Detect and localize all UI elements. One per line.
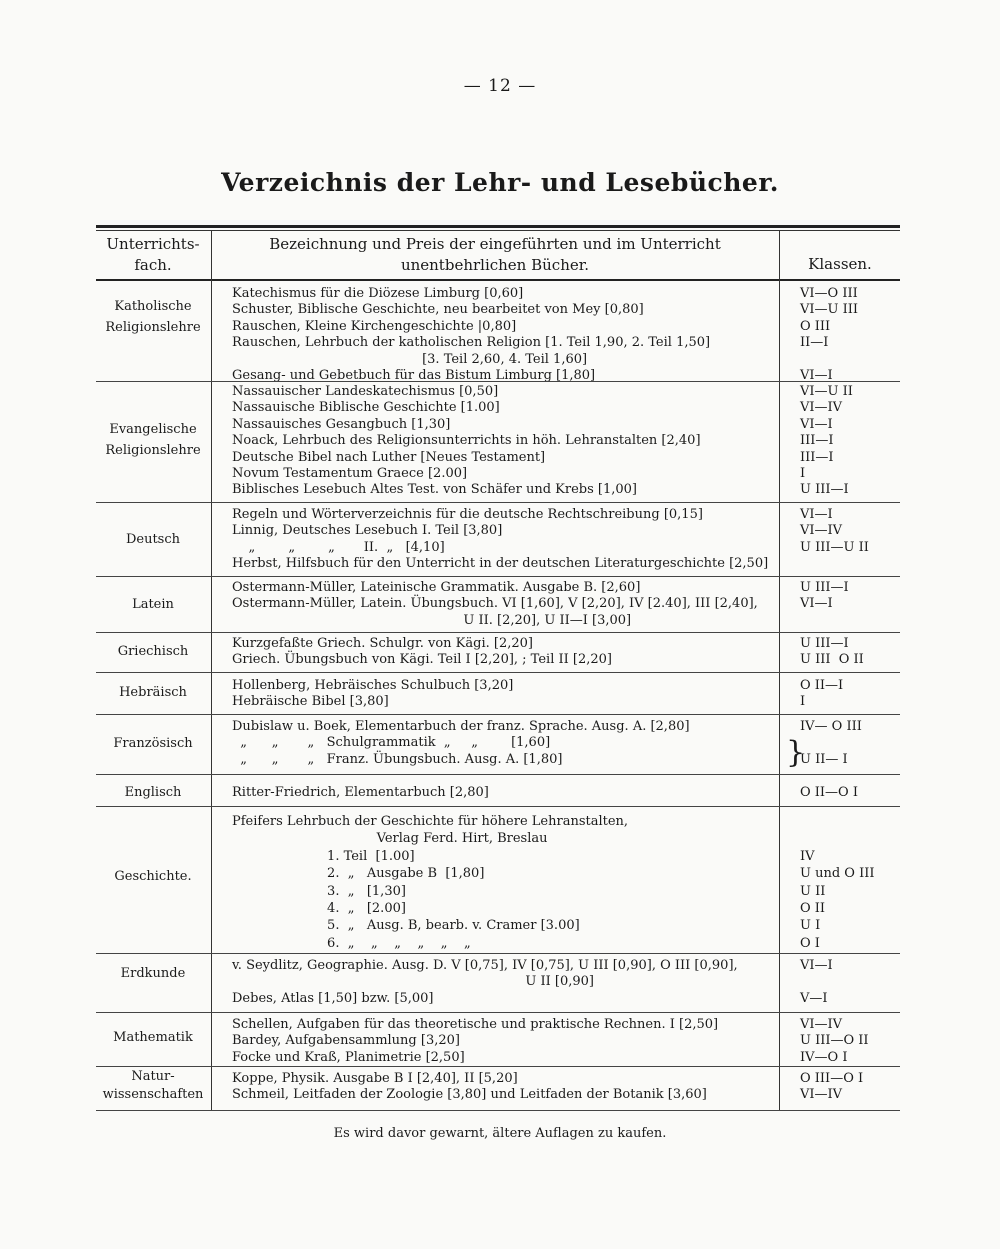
row-books: Kurzgefaßte Griech. Schulgr. von Kägi. [2,20] Griech. Übungsbuch von Kägi. Teil I [2,20], ; Teil II [2,20]: [232, 636, 612, 668]
row-separator: [96, 714, 900, 715]
header-subject: Unterrichts- fach.: [106, 235, 200, 274]
row-subject: Mathematik: [113, 1030, 193, 1045]
row-subject: Französisch: [113, 736, 193, 751]
row-books: v. Seydlitz, Geographie. Ausg. D. V [0,75], IV [0,75], U III [0,90], O III [0,90], U II [0,90] Debes, Atlas [1,50] bzw. [5,00]: [232, 958, 738, 1006]
table-top-rule: [96, 225, 900, 228]
row-classes: VI—U II VI—IV VI—I III—I III—I I U III—I: [800, 384, 853, 498]
header-description: Bezeichnung und Preis der eingeführten und im Unterricht unentbehrlichen Bücher.: [269, 235, 721, 274]
row-classes: U III—I VI—I: [800, 580, 849, 612]
row-books: Katechismus für die Diözese Limburg [0,60] Schuster, Biblische Geschichte, neu bearbeitet von Mey [0,80] Rauschen, Kleine Kirchengeschichte |0,80] Rauschen, Lehrbuch der katholischen Religion [1. Teil 1,90, 2. Teil 1,50] [3. Teil 2,60, 4. Teil 1,60] Gesang- und Gebetbuch für das Bistum Limburg [1,80]: [232, 286, 711, 384]
row-subject: Evangelische Religionslehre: [105, 422, 201, 458]
row-separator: [96, 502, 900, 503]
row-separator: [96, 806, 900, 807]
row-subject: Geschichte.: [114, 869, 192, 884]
row-separator: [96, 632, 900, 633]
row-subject: Griechisch: [117, 644, 189, 659]
row-classes: O II—O I: [800, 785, 858, 800]
row-books: Schellen, Aufgaben für das theoretische und praktische Rechnen. I [2,50] Bardey, Aufgabensammlung [3,20] Focke und Kraß, Planimetrie [2,50]: [232, 1017, 719, 1065]
row-classes: IV— O III U II— I: [800, 719, 862, 767]
row-classes: VI—O III VI—U III O III II—I VI—I: [800, 286, 859, 384]
row-separator: [96, 1066, 900, 1067]
row-books: Ostermann-Müller, Lateinische Grammatik. Ausgabe B. [2,60] Ostermann-Müller, Latein. Übungsbuch. VI [1,60], V [2,20], IV [2.40], III [2,40], U II. [2,20], U II—I [3,00]: [232, 580, 758, 628]
row-classes: U III—I U III O II: [800, 636, 864, 668]
row-classes: IV U und O III U II O II U I O I: [800, 848, 875, 951]
row-separator: [96, 381, 900, 382]
row-classes: VI—I V—I: [800, 958, 833, 1006]
row-separator: [96, 953, 900, 954]
row-books: Ritter-Friedrich, Elementarbuch [2,80]: [232, 785, 489, 800]
row-classes: VI—I VI—IV U III—U II: [800, 507, 869, 555]
row-books: Dubislaw u. Boek, Elementarbuch der franz. Sprache. Ausg. A. [2,80] „ „ „ Schulgrammatik „ „ [1,60] „ „ „ Franz. Übungsbuch. Ausg. A. [1,80]: [232, 719, 690, 767]
row-subject: Hebräisch: [119, 685, 187, 700]
row-classes: O II—I I: [800, 678, 844, 710]
row-separator: [96, 672, 900, 673]
row-separator: [96, 774, 900, 775]
row-books: Regeln und Wörterverzeichnis für die deutsche Rechtschreibung [0,15] Linnig, Deutsches Lesebuch I. Teil [3,80] „ „ „ II. „ [4,10] Herbst, Hilfsbuch für den Unterricht in der deutschen Literaturgeschichte [2,50]: [232, 507, 769, 572]
column-divider-left: [211, 231, 212, 1111]
page-title: Verzeichnis der Lehr- und Lesebücher.: [221, 168, 779, 197]
row-classes: VI—IV U III—O II IV—O I: [800, 1017, 869, 1065]
row-subject: Englisch: [124, 785, 182, 800]
row-books: Pfeifers Lehrbuch der Geschichte für höhere Lehranstalten, Verlag Ferd. Hirt, Breslau 1. Teil [1.00] 2. „ Ausgabe B [1,80] 3. „ [1,30] 4. „ [2.00] 5. „ Ausg. B, bearb. v. Cramer [3.00] 6. „ „ „ „ „ „: [232, 814, 629, 951]
row-separator: [96, 1012, 900, 1013]
row-subject: Deutsch: [125, 532, 181, 547]
header-classes: Klassen.: [808, 255, 872, 273]
row-classes: O III—O I VI—IV: [800, 1071, 864, 1103]
row-separator: [96, 576, 900, 577]
table-bottom-rule: [96, 1110, 900, 1111]
row-subject: Katholische Religionslehre: [105, 299, 201, 335]
page-number: — 12 —: [463, 76, 537, 96]
row-books: Nassauischer Landeskatechismus [0,50] Nassauische Biblische Geschichte [1.00] Nassauisches Gesangbuch [1,30] Noack, Lehrbuch des Religionsunterrichts in höh. Lehranstalten [2,40] Deutsche Bibel nach Luther [Neues Testament] Novum Testamentum Graece [2.00] Biblisches Lesebuch Altes Test. von Schäfer und Krebs [1,00]: [232, 384, 701, 498]
row-books: Koppe, Physik. Ausgabe B I [2,40], II [5,20] Schmeil, Leitfaden der Zoologie [3,80] und Leitfaden der Botanik [3,60]: [232, 1071, 707, 1103]
class-grouping-brace: }: [786, 735, 806, 770]
row-subject: Latein: [132, 597, 174, 612]
row-subject: Erdkunde: [120, 966, 186, 981]
row-books: Hollenberg, Hebräisches Schulbuch [3,20] Hebräische Bibel [3,80]: [232, 678, 514, 710]
row-subject: Natur- wissenschaften: [102, 1069, 204, 1102]
footer-note: Es wird davor gewarnt, ältere Auflagen zu kaufen.: [333, 1126, 667, 1141]
